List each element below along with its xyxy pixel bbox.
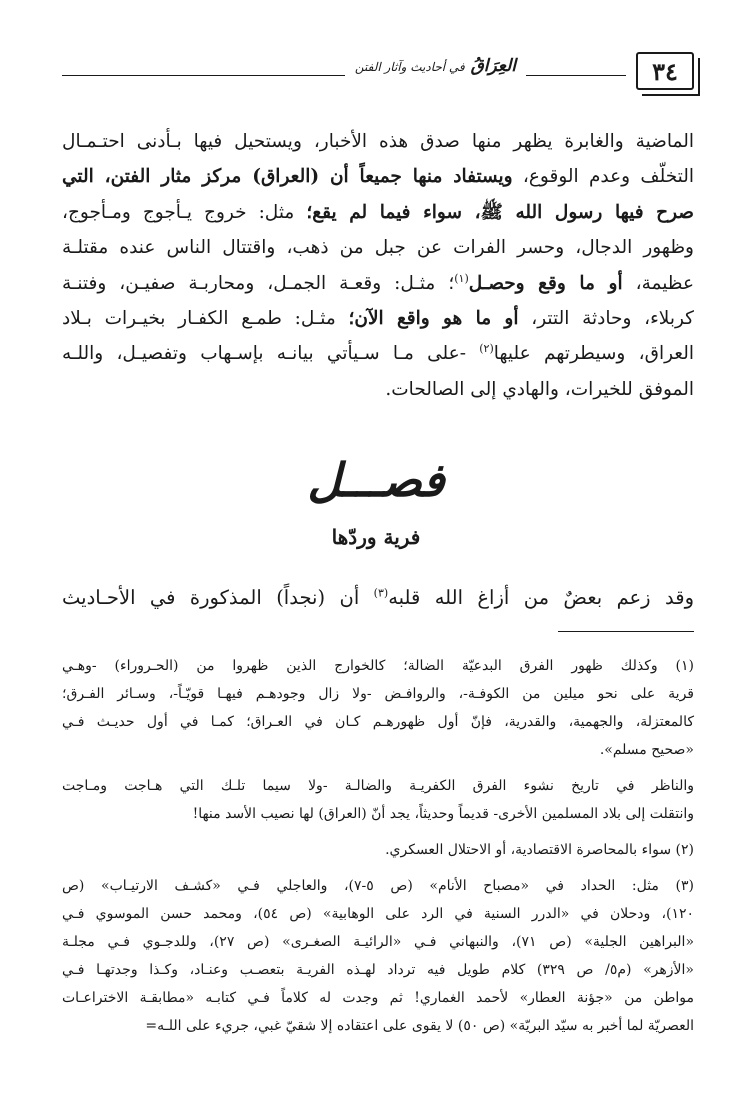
text-line (62, 195, 694, 230)
footnote-line: وانتقلت إلى بلاد المسلمين الأخرى- قديماً وحديثاً، يجد أنّ (العراق) لها نصيب الأسد منها! (192, 806, 694, 822)
footnote-line: «البراهين الجلية» (ص ٧١)، والنبهاني فـي «الرائيـة الصغـرى» (ص ٢٧)، وللدجـوي فـي مجلـة (62, 934, 695, 950)
text-segment: وظهور الدجال، وحسر الفرات عن جبل من ذهب، واقتتال الناس عنده مقتلـة (62, 237, 694, 259)
text-line (62, 336, 694, 371)
text-segment: الموفق للخيرات، والهادي إلى الصالحات. (385, 378, 694, 400)
footnote-line: قرية على نحو ميلين من الكوفـة-، والروافـض -ولا زال وجودهـم فيهـا قويّـاً-، وسـائر الفـرق؛ (62, 686, 694, 702)
footnote (62, 872, 694, 1040)
text-segment: الماضية والغابرة يظهر منها صدق هذه الأخبار، ويستحيل فيها بـأدنى احتـمـال (62, 131, 694, 152)
page-header (62, 50, 694, 96)
footnote-line: كالمعتزلة، والجهمية، والقدرية، فإنّ أول ظهورهـم كـان في العـراق؛ كمـا في أول حديـث فـي (62, 714, 694, 730)
text-segment: العراق، وسيطرتهم عليها (493, 343, 694, 365)
section-first-line (62, 580, 694, 616)
text-segment: أو ما وقع وحصـل (468, 272, 623, 294)
text-segment: أو ما هو واقع الآن؛ (348, 308, 519, 330)
footnote (62, 652, 694, 764)
text-line (62, 124, 694, 159)
footnote-line: ١٢٠)، ودحلان في «الدرر السنية في الرد على الوهابية» (ص ٥٤)، ومحمد حسن الموسوي فـي (62, 906, 695, 922)
section-subheading: فرية وردّها (331, 525, 421, 549)
running-title (345, 56, 526, 76)
text-segment: مثل: خروج يـأجوج ومـأجوج، (62, 201, 307, 223)
footnote-separator (558, 631, 694, 632)
book-subtitle: في أحاديث وآثار الفتن (354, 60, 465, 74)
book-title: العِرَاقُ (470, 56, 516, 76)
intro-text-after: أن (نجداً) المذكورة في الأحـاديث (62, 586, 374, 609)
text-line (62, 266, 694, 301)
text-line (62, 159, 694, 194)
text-line (62, 230, 694, 265)
text-segment: صرح فيها رسول الله ﷺ، سواء فيما لم يقع؛ (306, 201, 694, 223)
footnote (62, 772, 694, 828)
main-text-block (62, 124, 694, 407)
text-line (62, 372, 694, 407)
footnote-marker: (٣) (373, 586, 389, 600)
text-segment: ويستفاد منها جميعاً أن (العراق) مركز مثار الفتن، التي (62, 166, 513, 188)
footnotes-block (62, 652, 694, 1040)
section-heading: فصـــل (307, 453, 445, 507)
footnote-marker: (١) (454, 271, 469, 285)
text-segment: كربلاء، وحادثة التتر، (518, 308, 694, 330)
text-segment: ؛ مثـل: وقعـة الجمـل، ومحاربـة صفيـن، وفتنـة (62, 272, 455, 294)
footnote (62, 836, 694, 864)
footnote-marker: (٢) (479, 342, 494, 356)
footnote-line: العصريّة لما أخبر به سيّد البريّة» (ص ٥٠) لا يقوى على اعتقاده إلا شقيّ غبي، جريء على اللـه= (145, 1018, 694, 1034)
text-segment: مثـل: طمـع الكفـار بخيـرات بـلاد (62, 308, 349, 330)
text-line (62, 301, 694, 336)
page-number: ٣٤ (636, 52, 694, 90)
footnote-line: «الأزهر» (م٥/ ص ٣٢٩) كلام طويل فيه ترداد لهـذه الفريـة بتعصـب وعنـاد، وكـذا وجدتهـا فـي (62, 962, 694, 978)
intro-text-before: وقد زعم بعضٌ من أزاغ الله قلبه (388, 586, 694, 609)
text-segment: التخلّف وعدم الوقوع، (512, 166, 694, 188)
footnote-line: (١) وكذلك ظهور الفرق البدعيّة الضالة؛ كالخوارج الذين ظهروا من (الحـروراء) -وهـي (62, 658, 694, 674)
footnote-line: (٢) سواء بالمحاصرة الاقتصادية، أو الاحتلال العسكري. (385, 842, 694, 858)
footnote-line: والناظر في تاريخ نشوء الفرق الكفريـة والضالـة -ولا سيما تلـك التي هـاجت ومـاجت (62, 778, 694, 794)
text-segment: عظيمة، (622, 272, 694, 294)
text-segment: -على مـا سـيأتي بيانـه بإسـهاب وتفصيـل، واللـه (62, 343, 480, 365)
footnote-line: «صحيح مسلم». (599, 742, 694, 758)
footnote-line: (٣) مثل: الحداد في «مصباح الأنام» (ص ٥-٧)، والعاجلي فـي «كشـف الارتيـاب» (ص (62, 878, 694, 894)
footnote-line: مواطن من «جؤنة العطار» لأحمد الغماري! ثم وجدت له كلاماً فـي كتابـه «مطابقـة الاختراعـات (62, 990, 694, 1006)
